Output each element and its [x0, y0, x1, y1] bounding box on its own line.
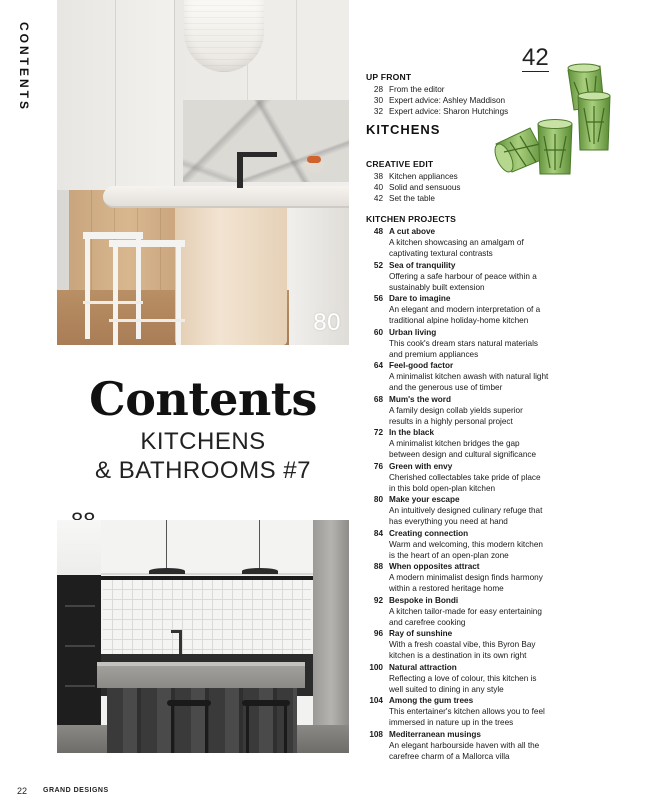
toc-entry-description: Warm and welcoming, this modern kitchen is the heart of an open-plan zone [389, 539, 543, 560]
toc-page-number: 72 [373, 428, 383, 437]
section-heading-kitchen-projects: KITCHEN PROJECTS [366, 214, 457, 224]
toc-entry-title: Solid and sensuous [389, 183, 461, 192]
section-side-label: CONTENTS [17, 22, 31, 112]
toc-page-number: 52 [373, 260, 383, 270]
section-heading-up-front: UP FRONT [366, 72, 412, 82]
kitchen-photo-top [57, 0, 349, 345]
toc-entry-title: Expert advice: Ashley Maddison [389, 96, 506, 105]
toc-page-number: 64 [373, 361, 383, 370]
toc-entry-description: This cook's dream stars natural materials and premium appliances [389, 338, 538, 359]
toc-entry-title: Bespoke in Bondi [389, 595, 459, 605]
toc-page-number: 32 [373, 107, 383, 116]
toc-entry-description: A kitchen tailor-made for easy entertaining and carefree cooking [389, 606, 542, 627]
toc-entry-description: This entertainer's kitchen allows you to feel immersed in nature up in the trees [389, 707, 545, 728]
toc-entry-title: When opposites attract [389, 562, 480, 571]
toc-entry-title: In the black [389, 428, 435, 437]
toc-entry-title: Urban living [389, 327, 437, 337]
toc-page-number: 42 [373, 194, 383, 203]
toc-page-number: 84 [373, 528, 383, 538]
toc-entry-title: Mediterranean musings [389, 729, 481, 739]
toc-entry-title: Natural attraction [389, 662, 457, 672]
toc-entry-title: Creating connection [389, 528, 469, 538]
toc-page-number: 40 [373, 183, 383, 192]
toc-entry-title: Expert advice: Sharon Hutchings [389, 107, 509, 116]
kitchen-photo-bottom [57, 520, 349, 753]
toc-entry-description: A family design collab yields superior results in a highly personal project [389, 405, 523, 426]
toc-page-number: 28 [373, 85, 383, 94]
toc-entry-description: A kitchen showcasing an amalgam of captivating textural contrasts [389, 238, 524, 259]
photo-page-number: 42 [522, 44, 549, 71]
toc-page-number: 96 [373, 629, 383, 638]
toc-page-number: 104 [369, 696, 383, 705]
toc-entry-description: Cherished collectables take pride of place in this bold open-plan kitchen [389, 472, 541, 493]
toc-entry-description: An intuitively designed culinary refuge that has everything you need at hand [389, 506, 543, 527]
toc-entry-title: Set the table [389, 194, 435, 203]
toc-page-number: 108 [369, 729, 383, 739]
toc-entry-description: A minimalist kitchen awash with natural light and the generous use of timber [389, 372, 549, 393]
toc-page-number: 30 [373, 96, 383, 105]
toc-page-number: 60 [373, 327, 383, 337]
toc-entry-description: A modern minimalist design finds harmony within a restored heritage home [389, 573, 543, 594]
section-heading-kitchens: KITCHENS [366, 122, 441, 137]
toc-entry-title: From the editor [389, 85, 445, 94]
toc-page-number: 38 [373, 172, 383, 181]
toc-entry-title: Kitchen appliances [389, 172, 458, 181]
pendant-lamp [149, 568, 185, 574]
toc-page-number: 68 [373, 394, 383, 404]
pendant-lamp [242, 568, 278, 574]
section-heading-creative-edit: CREATIVE EDIT [366, 159, 434, 169]
toc-entry-title: Green with envy [389, 461, 453, 471]
toc-entry-title: A cut above [389, 227, 436, 236]
folio-page-number: 22 [17, 786, 28, 796]
toc-page-number: 92 [373, 595, 383, 605]
toc-entry-title: Sea of tranquility [389, 260, 456, 270]
toc-page-number: 48 [373, 227, 383, 236]
toc-entry-title: Feel-good factor [389, 361, 454, 370]
toc-entry-description: A minimalist kitchen bridges the gap between design and cultural significance [389, 439, 537, 460]
toc-entry-description: An elegant and modern interpretation of a traditional alpine holiday-home kitchen [389, 305, 541, 326]
toc-page-number: 56 [373, 294, 383, 303]
page-title: Contents [89, 372, 317, 426]
toc-entry-title: Among the gum trees [389, 696, 474, 705]
magazine-name: GRAND DESIGNS [43, 787, 109, 794]
toc-entry-title: Mum's the word [389, 394, 451, 404]
photo-page-number: 80 [313, 309, 341, 336]
toc-page-number: 76 [373, 461, 383, 471]
toc-entry-title: Ray of sunshine [389, 629, 453, 638]
toc-entry-title: Make your escape [389, 495, 460, 504]
toc-entry-description: Offering a safe harbour of peace within a sustainably built extension [389, 271, 537, 292]
toc-page-number: 80 [373, 495, 383, 504]
toc-entry-description: Reflecting a love of colour, this kitchen is well suited to dining in any style [389, 673, 537, 694]
toc-entry-title: Dare to imagine [389, 294, 451, 303]
toc-page-number: 100 [369, 662, 383, 672]
toc-page-number: 88 [373, 562, 383, 571]
toc-entry-description: With a fresh coastal vibe, this Byron Bay kitchen is a destination in its own right [389, 640, 536, 661]
page-subtitle-line2: & BATHROOMS #7 [95, 457, 311, 484]
toc-entry-description: An elegant harbourside haven with all the carefree charm of a Mallorca villa [389, 740, 540, 761]
page-subtitle-line1: KITCHENS [140, 428, 266, 455]
green-glasses-image [490, 62, 620, 182]
